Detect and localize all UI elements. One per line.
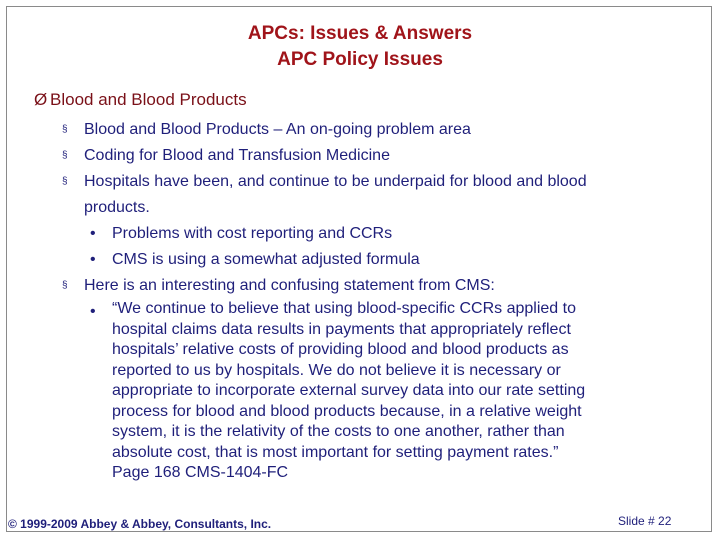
cms-quote <box>112 299 702 484</box>
dot-bullet-icon: • <box>90 303 96 320</box>
slide-number: Slide # 22 <box>618 514 672 528</box>
copyright-footer: © 1999-2009 Abbey & Abbey, Consultants, Inc. <box>8 517 272 531</box>
dot-bullet-icon: • <box>90 225 96 242</box>
sub-bullet-text: Blood and Blood Products – An on-going problem area <box>84 121 471 138</box>
square-bullet-icon: § <box>62 124 68 135</box>
quote-line: system, it is the relativity of the costs to one another, rather than <box>112 423 565 440</box>
main-bullet-text: Blood and Blood Products <box>50 90 247 109</box>
arrow-bullet-icon: Ø <box>34 90 48 109</box>
quote-line: absolute cost, that is most important for setting payment rates.” <box>112 443 559 461</box>
sub-bullet-text: Coding for Blood and Transfusion Medicine <box>84 147 390 164</box>
sub-bullet-text-line: products. <box>84 199 150 216</box>
dot-bullet-icon: • <box>90 251 96 268</box>
quote-line: reported to us by hospitals. We do not believe it is necessary or <box>112 361 561 379</box>
quote-citation: Page 168 CMS-1404-FC <box>112 464 289 481</box>
sub-bullet-text <box>84 169 704 221</box>
sub-bullet-text-line: Hospitals have been, and continue to be underpaid for blood and blood <box>84 173 587 190</box>
quote-line: “We continue to believe that using blood-specific CCRs applied to <box>112 300 576 317</box>
sub-sub-bullet-text: Problems with cost reporting and CCRs <box>112 225 393 242</box>
slide-subtitle: APC Policy Issues <box>277 49 443 70</box>
square-bullet-icon: § <box>62 280 68 291</box>
square-bullet-icon: § <box>62 150 68 161</box>
square-bullet-icon: § <box>62 176 68 187</box>
sub-sub-bullet-text: CMS is using a somewhat adjusted formula <box>112 251 420 268</box>
quote-line: appropriate to incorporate external survey data into our rate setting <box>112 382 586 399</box>
quote-line: process for blood and blood products because, in a relative weight <box>112 402 582 420</box>
sub-bullet-text: Here is an interesting and confusing statement from CMS: <box>84 277 495 294</box>
quote-line: hospitals’ relative costs of providing blood and blood products as <box>112 341 569 358</box>
slide-title: APCs: Issues & Answers <box>247 23 473 44</box>
quote-line: hospital claims data results in payments that appropriately reflect <box>112 320 571 338</box>
